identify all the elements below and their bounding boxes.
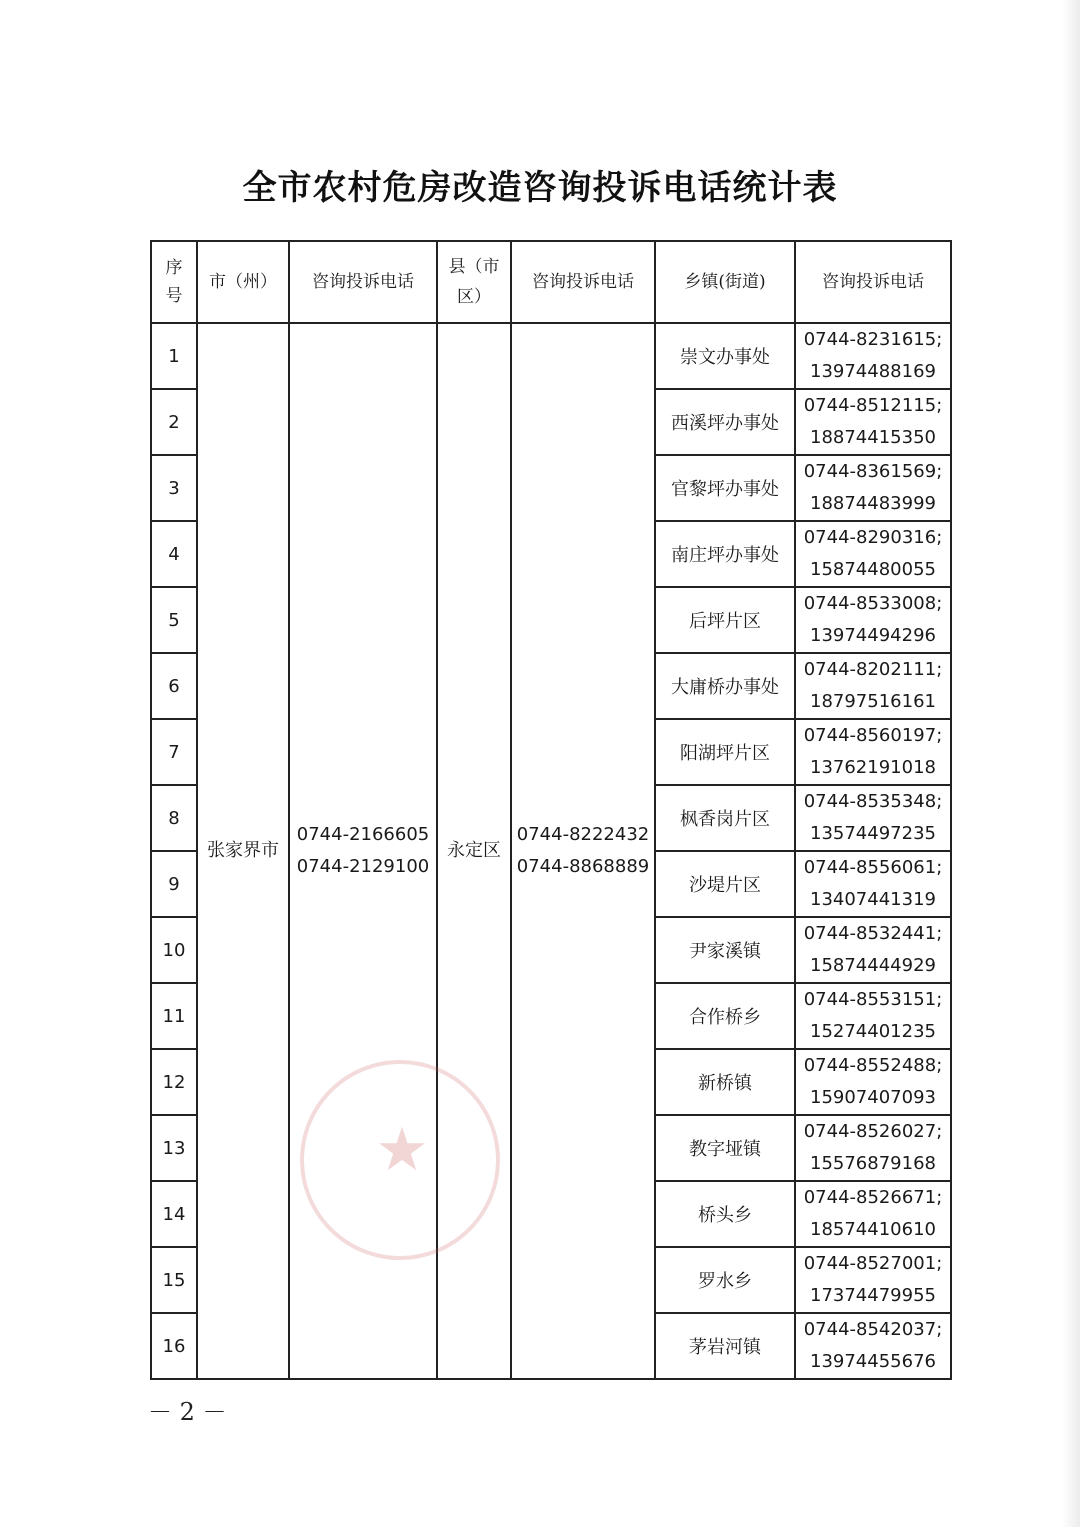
town-phone — [795, 917, 951, 983]
header-county: 县（市区） — [437, 241, 511, 323]
town-name: 大庸桥办事处 — [655, 653, 795, 719]
town-landline: 0744-8532441; — [803, 923, 943, 944]
town-phone — [795, 983, 951, 1049]
table-row — [151, 323, 951, 389]
row-index: 5 — [151, 587, 197, 653]
town-phone — [795, 587, 951, 653]
town-landline: 0744-8231615; — [803, 329, 943, 350]
header-index: 序号 — [151, 241, 197, 323]
town-name: 南庄坪办事处 — [655, 521, 795, 587]
town-phone — [795, 851, 951, 917]
town-landline: 0744-8535348; — [803, 791, 943, 812]
town-mobile: 18874415350 — [810, 427, 936, 448]
row-index: 12 — [151, 1049, 197, 1115]
town-landline: 0744-8526027; — [803, 1121, 943, 1142]
town-mobile: 15874480055 — [810, 559, 936, 580]
county-phone: 0744-8222432 — [516, 824, 650, 845]
town-landline: 0744-8552488; — [803, 1055, 943, 1076]
town-phone — [795, 719, 951, 785]
row-index: 1 — [151, 323, 197, 389]
town-phone — [795, 521, 951, 587]
town-landline: 0744-8527001; — [803, 1253, 943, 1274]
row-index: 7 — [151, 719, 197, 785]
town-mobile: 13574497235 — [810, 823, 936, 844]
town-name: 合作桥乡 — [655, 983, 795, 1049]
town-name: 阳湖坪片区 — [655, 719, 795, 785]
town-landline: 0744-8512115; — [803, 395, 943, 416]
row-index: 10 — [151, 917, 197, 983]
town-landline: 0744-8290316; — [803, 527, 943, 548]
town-phone — [795, 1115, 951, 1181]
table-header-row — [151, 241, 951, 323]
county-phone: 0744-8868889 — [516, 856, 650, 877]
town-mobile: 18874483999 — [810, 493, 936, 514]
town-mobile: 13974488169 — [810, 361, 936, 382]
town-phone — [795, 323, 951, 389]
town-name: 官黎坪办事处 — [655, 455, 795, 521]
row-index: 3 — [151, 455, 197, 521]
city-phone: 0744-2129100 — [296, 856, 430, 877]
town-landline: 0744-8553151; — [803, 989, 943, 1010]
town-landline: 0744-8542037; — [803, 1319, 943, 1340]
town-phone — [795, 785, 951, 851]
town-name: 教字垭镇 — [655, 1115, 795, 1181]
row-index: 4 — [151, 521, 197, 587]
town-name: 桥头乡 — [655, 1181, 795, 1247]
town-phone — [795, 455, 951, 521]
town-mobile: 13762191018 — [810, 757, 936, 778]
town-name: 枫香岗片区 — [655, 785, 795, 851]
county-phones — [511, 323, 655, 1379]
town-phone — [795, 1247, 951, 1313]
town-phone — [795, 1313, 951, 1379]
town-landline: 0744-8556061; — [803, 857, 943, 878]
town-mobile: 15576879168 — [810, 1153, 936, 1174]
town-landline: 0744-8560197; — [803, 725, 943, 746]
town-landline: 0744-8533008; — [803, 593, 943, 614]
city-phone: 0744-2166605 — [296, 824, 430, 845]
header-town: 乡镇(街道) — [655, 241, 795, 323]
page-edge-shadow — [1062, 0, 1080, 1527]
header-city-phone: 咨询投诉电话 — [289, 241, 437, 323]
town-name: 沙堤片区 — [655, 851, 795, 917]
county-name: 永定区 — [437, 323, 511, 1379]
town-name: 茅岩河镇 — [655, 1313, 795, 1379]
town-name: 崇文办事处 — [655, 323, 795, 389]
header-city: 市（州） — [197, 241, 289, 323]
town-phone — [795, 389, 951, 455]
row-index: 11 — [151, 983, 197, 1049]
town-landline: 0744-8361569; — [803, 461, 943, 482]
town-name: 新桥镇 — [655, 1049, 795, 1115]
town-mobile: 15874444929 — [810, 955, 936, 976]
row-index: 13 — [151, 1115, 197, 1181]
phone-table — [150, 240, 952, 1380]
town-name: 后坪片区 — [655, 587, 795, 653]
town-mobile: 18797516161 — [810, 691, 936, 712]
seal-star-icon: ★ — [375, 1115, 429, 1185]
town-phone — [795, 1181, 951, 1247]
town-mobile: 17374479955 — [810, 1285, 936, 1306]
town-name: 西溪坪办事处 — [655, 389, 795, 455]
row-index: 14 — [151, 1181, 197, 1247]
row-index: 6 — [151, 653, 197, 719]
row-index: 8 — [151, 785, 197, 851]
town-mobile: 15907407093 — [810, 1087, 936, 1108]
town-mobile: 13974455676 — [810, 1351, 936, 1372]
row-index: 16 — [151, 1313, 197, 1379]
row-index: 2 — [151, 389, 197, 455]
town-landline: 0744-8202111; — [803, 659, 943, 680]
town-mobile: 13407441319 — [810, 889, 936, 910]
town-mobile: 15274401235 — [810, 1021, 936, 1042]
town-name: 罗水乡 — [655, 1247, 795, 1313]
row-index: 15 — [151, 1247, 197, 1313]
town-mobile: 18574410610 — [810, 1219, 936, 1240]
town-phone — [795, 1049, 951, 1115]
row-index: 9 — [151, 851, 197, 917]
town-mobile: 13974494296 — [810, 625, 936, 646]
town-phone — [795, 653, 951, 719]
town-landline: 0744-8526671; — [803, 1187, 943, 1208]
header-county-phone: 咨询投诉电话 — [511, 241, 655, 323]
document-title: 全市农村危房改造咨询投诉电话统计表 — [242, 168, 838, 208]
town-name: 尹家溪镇 — [655, 917, 795, 983]
page-number: － 2 － — [148, 1398, 227, 1426]
city-name: 张家界市 — [197, 323, 289, 1379]
header-town-phone: 咨询投诉电话 — [795, 241, 951, 323]
